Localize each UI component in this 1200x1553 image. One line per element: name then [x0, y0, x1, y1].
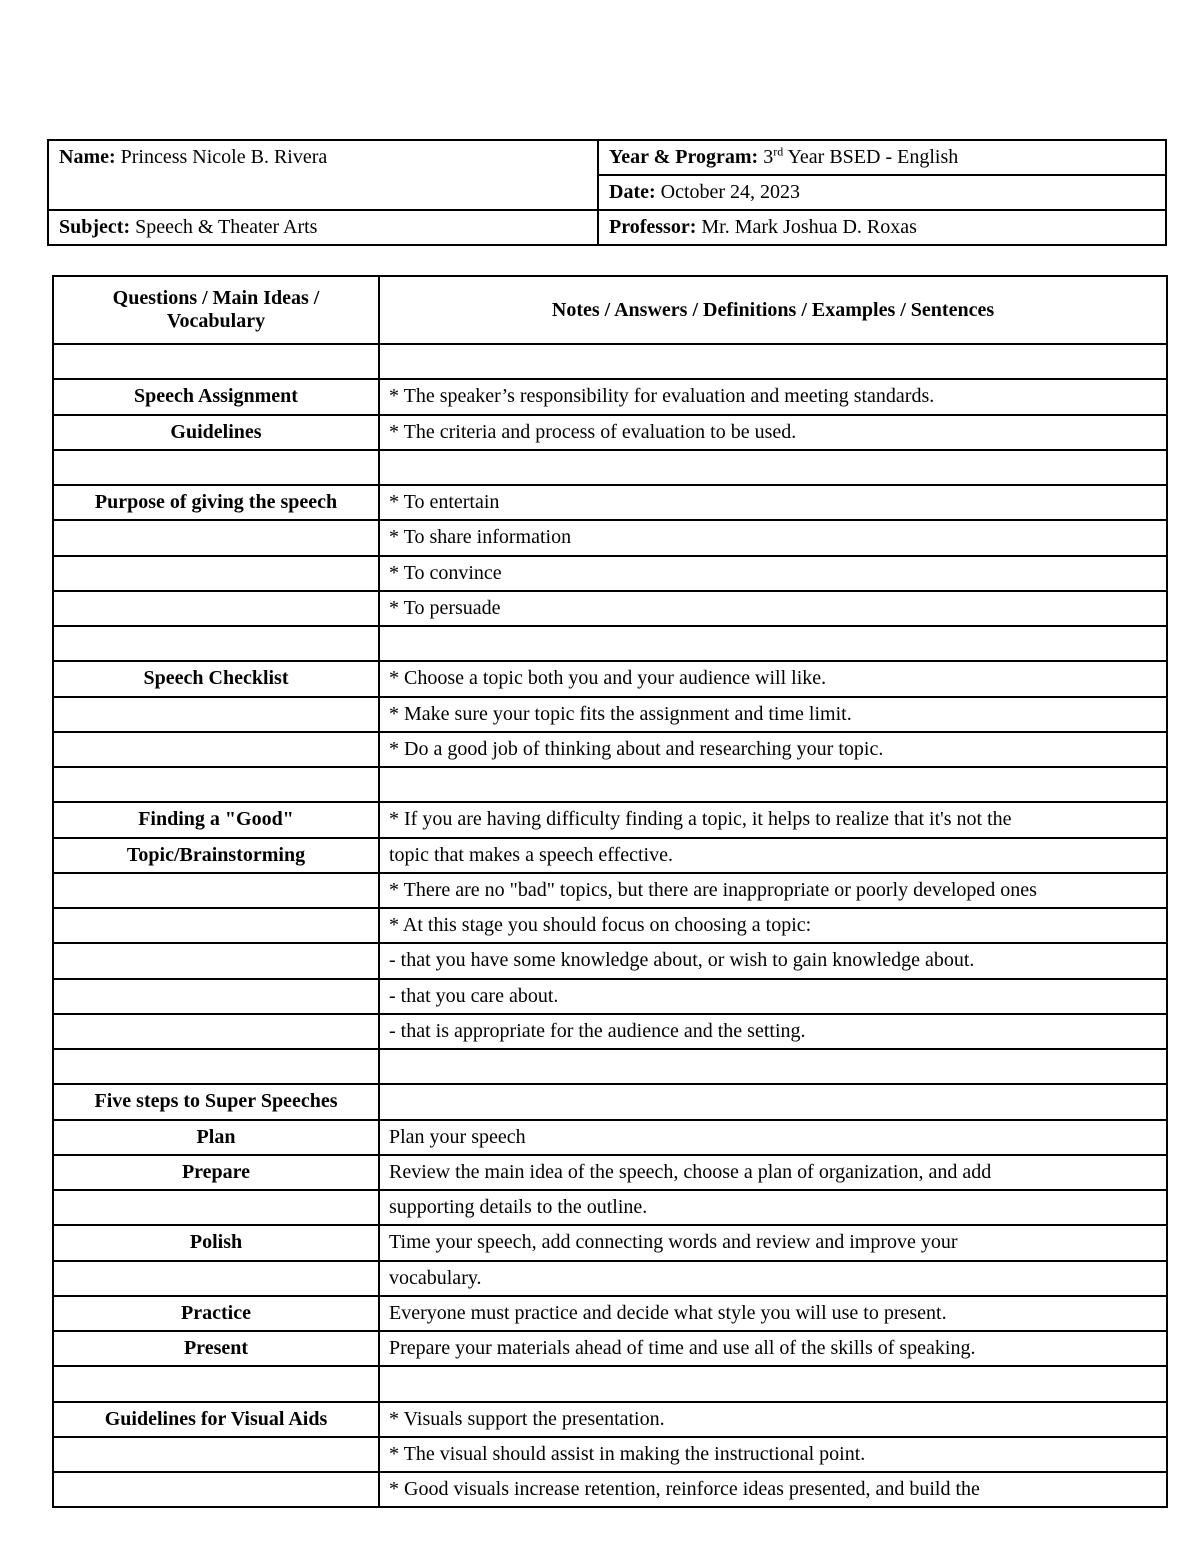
question-cell: Plan — [53, 1120, 379, 1155]
question-cell: Present — [53, 1331, 379, 1366]
note-cell: * Visuals support the presentation. — [379, 1402, 1167, 1437]
note-cell: Everyone must practice and decide what style you will use to present. — [379, 1296, 1167, 1331]
question-cell — [53, 1261, 379, 1296]
table-row — [53, 943, 1167, 978]
note-cell: * Choose a topic both you and your audience will like. — [379, 661, 1167, 696]
year-number: 3 — [763, 146, 774, 168]
table-row — [53, 1084, 1167, 1119]
question-cell — [53, 979, 379, 1014]
table-row — [53, 520, 1167, 555]
note-cell — [379, 626, 1167, 661]
table-row — [53, 802, 1167, 837]
note-cell: Plan your speech — [379, 1120, 1167, 1155]
notes-header-row — [53, 276, 1167, 344]
note-cell: * To share information — [379, 520, 1167, 555]
notes-column-header: Notes / Answers / Definitions / Examples / Sentences — [379, 276, 1167, 344]
table-row — [53, 767, 1167, 802]
question-cell — [53, 1190, 379, 1225]
question-cell — [53, 732, 379, 767]
note-cell: * The criteria and process of evaluation to be used. — [379, 415, 1167, 450]
student-info-table — [47, 139, 1167, 246]
table-row — [53, 344, 1167, 379]
table-row — [53, 1296, 1167, 1331]
note-cell: Time your speech, add connecting words and review and improve your — [379, 1225, 1167, 1260]
question-cell — [53, 1366, 379, 1401]
question-cell — [53, 767, 379, 802]
table-row — [53, 908, 1167, 943]
question-cell — [53, 908, 379, 943]
question-cell — [53, 943, 379, 978]
name-cell — [48, 140, 598, 210]
note-cell — [379, 1366, 1167, 1401]
table-row — [53, 1366, 1167, 1401]
note-cell: * The visual should assist in making the instructional point. — [379, 1437, 1167, 1472]
note-cell: - that you have some knowledge about, or wish to gain knowledge about. — [379, 943, 1167, 978]
note-cell — [379, 1049, 1167, 1084]
note-cell: topic that makes a speech effective. — [379, 838, 1167, 873]
table-row — [53, 1225, 1167, 1260]
question-cell — [53, 520, 379, 555]
question-cell: Purpose of giving the speech — [53, 485, 379, 520]
table-row — [53, 1190, 1167, 1225]
question-cell: Polish — [53, 1225, 379, 1260]
table-row — [53, 661, 1167, 696]
note-cell: * To convince — [379, 556, 1167, 591]
table-row — [53, 485, 1167, 520]
question-cell: Speech Checklist — [53, 661, 379, 696]
table-row — [53, 591, 1167, 626]
question-cell — [53, 873, 379, 908]
note-cell: * If you are having difficulty finding a topic, it helps to realize that it's not the — [379, 802, 1167, 837]
question-cell — [53, 626, 379, 661]
note-cell: vocabulary. — [379, 1261, 1167, 1296]
question-cell — [53, 1437, 379, 1472]
name-label: Name: — [59, 146, 116, 168]
table-row — [53, 838, 1167, 873]
professor-value: Mr. Mark Joshua D. Roxas — [701, 216, 917, 238]
questions-column-header: Questions / Main Ideas / Vocabulary — [53, 276, 379, 344]
question-cell — [53, 1049, 379, 1084]
question-cell — [53, 450, 379, 485]
question-cell: Speech Assignment — [53, 379, 379, 414]
year-program-value: Year BSED - English — [787, 146, 959, 168]
table-row — [53, 1120, 1167, 1155]
subject-value: Speech & Theater Arts — [135, 216, 318, 238]
table-row — [53, 626, 1167, 661]
year-program-label: Year & Program: — [609, 146, 759, 168]
note-cell — [379, 1084, 1167, 1119]
note-cell: * Good visuals increase retention, reinforce ideas presented, and build the — [379, 1472, 1167, 1507]
date-label: Date: — [609, 181, 656, 203]
note-cell: - that you care about. — [379, 979, 1167, 1014]
question-cell: Finding a "Good" — [53, 802, 379, 837]
question-cell: Prepare — [53, 1155, 379, 1190]
question-cell: Practice — [53, 1296, 379, 1331]
note-cell: supporting details to the outline. — [379, 1190, 1167, 1225]
question-cell — [53, 556, 379, 591]
table-row — [53, 1261, 1167, 1296]
note-cell: * To persuade — [379, 591, 1167, 626]
question-cell — [53, 591, 379, 626]
table-row — [53, 379, 1167, 414]
note-cell: * To entertain — [379, 485, 1167, 520]
table-row — [53, 415, 1167, 450]
year-program-cell — [598, 140, 1166, 175]
professor-label: Professor: — [609, 216, 697, 238]
note-cell: - that is appropriate for the audience and the setting. — [379, 1014, 1167, 1049]
question-cell: Five steps to Super Speeches — [53, 1084, 379, 1119]
note-cell: * Make sure your topic fits the assignment and time limit. — [379, 697, 1167, 732]
question-cell: Guidelines for Visual Aids — [53, 1402, 379, 1437]
table-row — [53, 697, 1167, 732]
table-row — [53, 1331, 1167, 1366]
question-cell — [53, 697, 379, 732]
note-cell: * The speaker’s responsibility for evaluation and meeting standards. — [379, 379, 1167, 414]
table-row — [53, 450, 1167, 485]
table-row — [53, 1437, 1167, 1472]
table-row — [53, 979, 1167, 1014]
table-row — [53, 1402, 1167, 1437]
note-cell: * There are no "bad" topics, but there are inappropriate or poorly developed ones — [379, 873, 1167, 908]
question-cell — [53, 1014, 379, 1049]
question-cell: Guidelines — [53, 415, 379, 450]
question-cell — [53, 1472, 379, 1507]
note-cell: * At this stage you should focus on choosing a topic: — [379, 908, 1167, 943]
note-cell — [379, 344, 1167, 379]
cornell-notes-table — [52, 275, 1168, 1508]
year-ordinal: rd — [773, 144, 784, 159]
question-cell — [53, 344, 379, 379]
note-cell: * Do a good job of thinking about and researching your topic. — [379, 732, 1167, 767]
table-row — [53, 556, 1167, 591]
date-value: October 24, 2023 — [660, 181, 801, 203]
subject-cell — [48, 210, 598, 245]
note-cell — [379, 450, 1167, 485]
date-cell — [598, 175, 1166, 210]
subject-label: Subject: — [59, 216, 131, 238]
name-value: Princess Nicole B. Rivera — [120, 146, 328, 168]
question-cell: Topic/Brainstorming — [53, 838, 379, 873]
table-row — [53, 732, 1167, 767]
note-cell: Prepare your materials ahead of time and use all of the skills of speaking. — [379, 1331, 1167, 1366]
table-row — [53, 1155, 1167, 1190]
table-row — [53, 1014, 1167, 1049]
table-row — [53, 1472, 1167, 1507]
table-row — [53, 873, 1167, 908]
note-cell — [379, 767, 1167, 802]
professor-cell — [598, 210, 1166, 245]
note-cell: Review the main idea of the speech, choose a plan of organization, and add — [379, 1155, 1167, 1190]
table-row — [53, 1049, 1167, 1084]
